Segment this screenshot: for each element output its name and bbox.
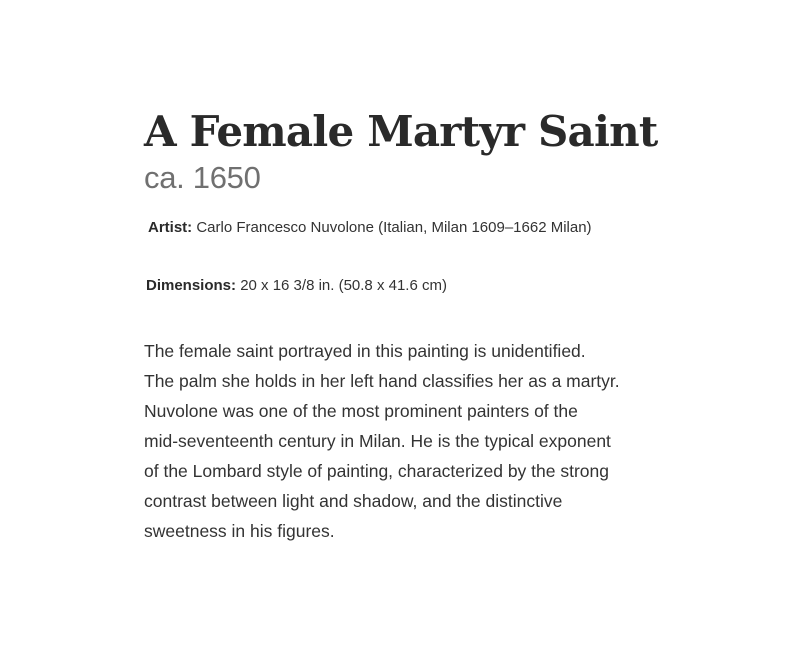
artwork-date: ca. 1650 [144,160,261,195]
description-line: mid-seventeenth century in Milan. He is the typical exponent [144,431,611,451]
dimensions-value: 20 x 16 3/8 in. (50.8 x 41.6 cm) [240,277,447,294]
artwork-title: A Female Martyr Saint [144,107,658,156]
dimensions-line [144,276,704,296]
description-line: The palm she holds in her left hand classifies her as a martyr. [144,371,620,391]
artist-label: Artist: [148,219,193,236]
description-line: Nuvolone was one of the most prominent painters of the [144,401,578,421]
artist-value: Carlo Francesco Nuvolone (Italian, Milan 1609–1662 Milan) [196,219,592,236]
description-line: contrast between light and shadow, and the distinctive [144,491,563,511]
description-line: sweetness in his figures. [144,521,335,541]
description-line: of the Lombard style of painting, characterized by the strong [144,461,609,481]
dimensions-label: Dimensions: [146,277,237,294]
artwork-detail [144,106,704,546]
description-line: The female saint portrayed in this painting is unidentified. [144,341,586,361]
artist-line [144,218,704,238]
artwork-description [144,336,664,546]
